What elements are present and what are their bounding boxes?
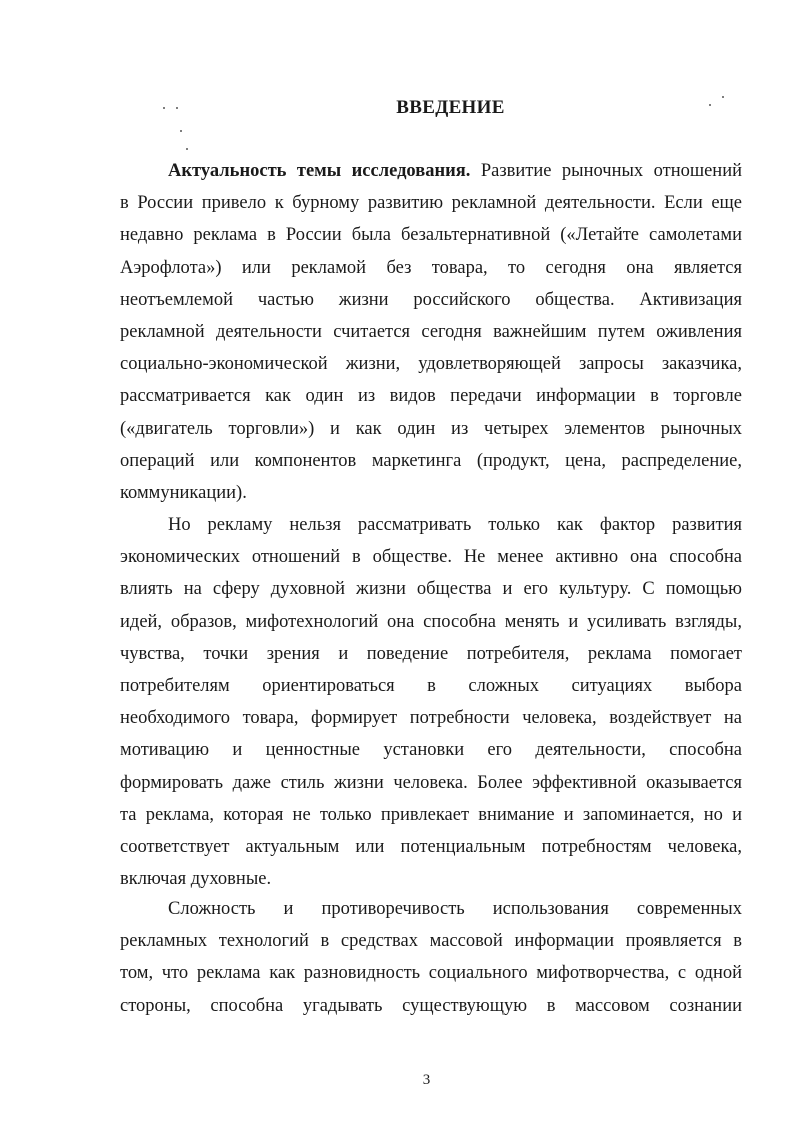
paragraph-line: экономических отношений в обществе. Не менее активно она способна (120, 547, 742, 568)
paragraph-line: мотивацию и ценностные установки его деятельности, способна (120, 740, 742, 761)
paragraph-line: («двигатель торговли») и как один из четырех элементов рыночных (120, 418, 742, 439)
scan-speck (180, 130, 182, 132)
paragraph-line: идей, образов, мифотехнологий она способна менять и усиливать взгляды, (120, 611, 742, 632)
paragraph-line: необходимого товара, формирует потребности человека, воздействует на (120, 708, 742, 729)
paragraph-line: том, что реклама как разновидность социального мифотворчества, с одной (120, 963, 742, 984)
paragraph-line: соответствует актуальным или потенциальным потребностям человека, (120, 836, 742, 857)
paragraph-complexity (120, 893, 742, 1022)
paragraph-line: включая духовные. (120, 869, 272, 890)
paragraph-relevance (120, 155, 742, 509)
paragraph-culture (120, 509, 742, 895)
paragraph-line: социально-экономической жизни, удовлетворяющей запросы заказчика, (120, 354, 742, 375)
paragraph-line: операций или компонентов маркетинга (продукт, цена, распределение, (120, 450, 742, 471)
paragraph-line: коммуникации). (120, 482, 247, 503)
paragraph-line (120, 155, 742, 187)
relevance-heading: Актуальность темы исследования. (168, 161, 471, 181)
paragraph-line: неотъемлемой частью жизни российского общества. Активизация (120, 289, 742, 310)
paragraph-line: рассматривается как один из видов передачи информации в торговле (120, 386, 742, 407)
paragraph-line: Сложность и противоречивость использования современных (168, 899, 742, 919)
paragraph-line: та реклама, которая не только привлекает внимание и запоминается, но и (120, 804, 742, 825)
page-number: 3 (422, 1072, 431, 1088)
paragraph-line: Аэрофлота») или рекламой без товара, то сегодня она является (120, 257, 742, 278)
paragraph-line: формировать даже стиль жизни человека. Более эффективной оказывается (120, 772, 742, 793)
paragraph-line: влиять на сферу духовной жизни общества и его культуру. С помощью (120, 579, 742, 600)
paragraph-line: рекламных технологий в средствах массовой информации проявляется в (120, 931, 742, 952)
paragraph-line: потребителям ориентироваться в сложных ситуациях выбора (120, 675, 742, 696)
paragraph-line: недавно реклама в России была безальтернативной («Летайте самолетами (120, 225, 742, 246)
paragraph-line: рекламной деятельности считается сегодня важнейшим путем оживления (120, 321, 742, 342)
scan-speck (186, 148, 188, 150)
page-title: ВВЕДЕНИЕ (396, 97, 505, 118)
paragraph-line: чувства, точки зрения и поведение потребителя, реклама помогает (120, 643, 742, 664)
paragraph-line: в России привело к бурному развитию рекламной деятельности. Если еще (120, 193, 742, 214)
paragraph-line: стороны, способна угадывать существующую в массовом сознании (120, 995, 742, 1016)
paragraph-line: Но рекламу нельзя рассматривать только как фактор развития (168, 515, 742, 535)
paragraph-text: Развитие рыночных отношений (470, 161, 742, 181)
